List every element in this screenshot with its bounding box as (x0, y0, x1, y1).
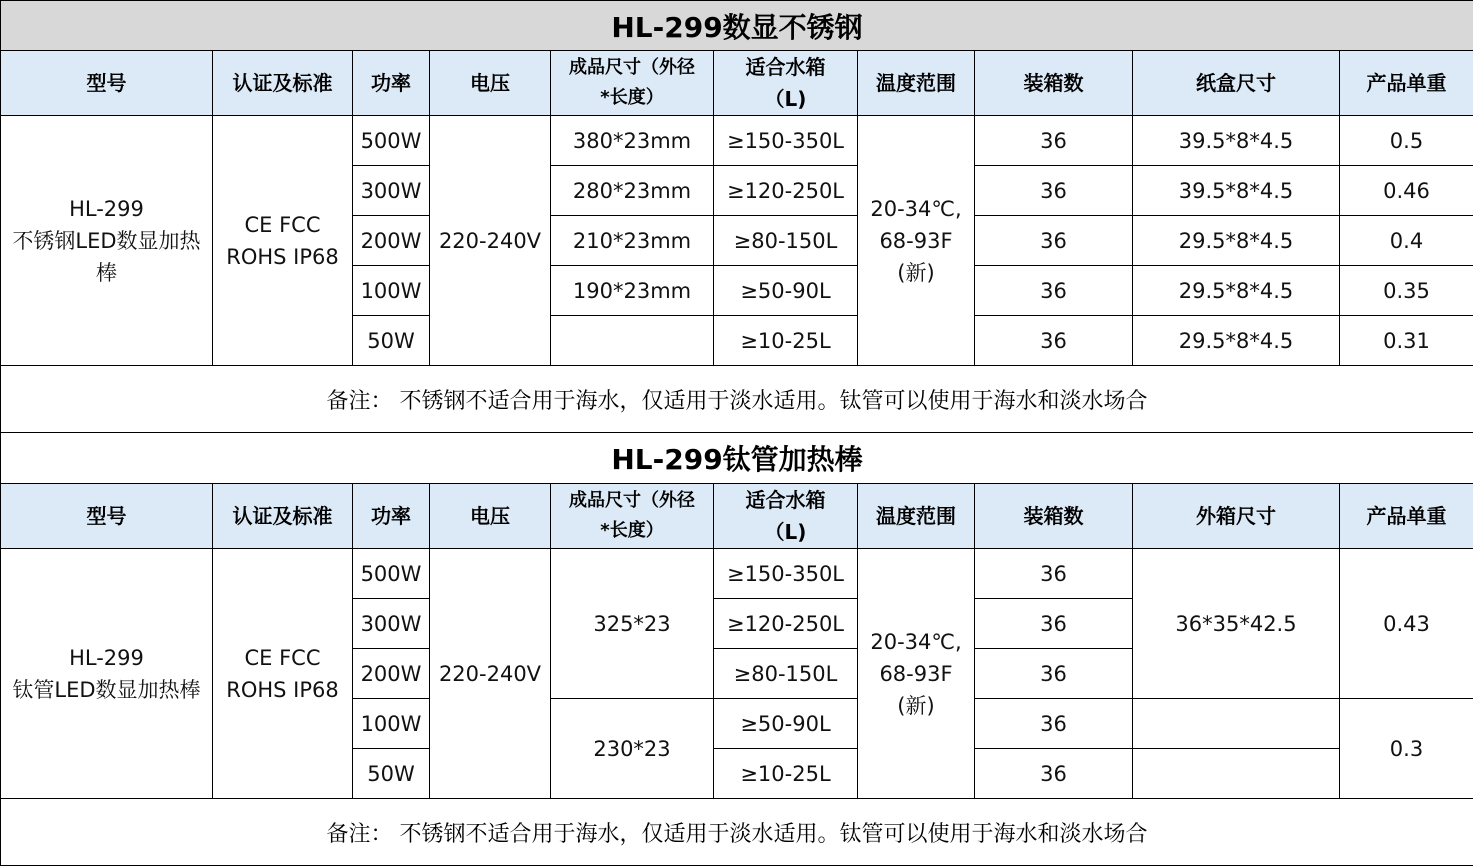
box-cell: 29.5*8*4.5 (1133, 266, 1340, 316)
voltage-cell: 220-240V (430, 116, 551, 366)
tank-cell: ≥10-25L (714, 316, 858, 366)
qty-cell: 36 (975, 699, 1133, 749)
model-cell: HL-299 钛管LED数显加热棒 (1, 549, 213, 799)
size-cell: 280*23mm (551, 166, 714, 216)
size-cell: 210*23mm (551, 216, 714, 266)
header-voltage: 电压 (430, 51, 551, 116)
power-cell: 200W (353, 216, 430, 266)
header-tank: 适合水箱（L) (714, 484, 858, 549)
header-cert: 认证及标准 (213, 484, 353, 549)
power-cell: 300W (353, 166, 430, 216)
header-voltage: 电压 (430, 484, 551, 549)
power-cell: 500W (353, 549, 430, 599)
header-box: 纸盒尺寸 (1133, 51, 1340, 116)
tank-cell: ≥50-90L (714, 266, 858, 316)
table2-title: HL-299钛管加热棒 (1, 433, 1473, 484)
weight-cell: 0.5 (1340, 116, 1473, 166)
size-cell: 190*23mm (551, 266, 714, 316)
header-tank: 适合水箱（L) (714, 51, 858, 116)
table1-note: 备注： 不锈钢不适合用于海水，仅适用于淡水适用。钛管可以使用于海水和淡水场合 (1, 366, 1473, 433)
tank-cell: ≥150-350L (714, 549, 858, 599)
header-model: 型号 (1, 484, 213, 549)
qty-cell: 36 (975, 266, 1133, 316)
tank-cell: ≥120-250L (714, 599, 858, 649)
size-cell (551, 316, 714, 366)
temp-cell: 20-34℃, 68-93F (新) (858, 549, 975, 799)
cert-cell: CE FCC ROHS IP68 (213, 116, 353, 366)
header-temp: 温度范围 (858, 484, 975, 549)
outer-box-cell-empty (1133, 699, 1340, 749)
model-cell: HL-299 不锈钢LED数显加热棒 (1, 116, 213, 366)
size-cell: 380*23mm (551, 116, 714, 166)
size-cell: 325*23 (551, 549, 714, 699)
box-cell: 29.5*8*4.5 (1133, 216, 1340, 266)
header-temp: 温度范围 (858, 51, 975, 116)
header-weight: 产品单重 (1340, 51, 1473, 116)
qty-cell: 36 (975, 599, 1133, 649)
outer-box-cell-empty (1133, 749, 1340, 799)
header-power: 功率 (353, 51, 430, 116)
header-size: 成品尺寸（外径*长度） (551, 484, 714, 549)
header-box: 外箱尺寸 (1133, 484, 1340, 549)
power-cell: 100W (353, 699, 430, 749)
box-cell: 39.5*8*4.5 (1133, 166, 1340, 216)
qty-cell: 36 (975, 166, 1133, 216)
weight-cell: 0.43 (1340, 549, 1473, 699)
header-qty: 装箱数 (975, 51, 1133, 116)
qty-cell: 36 (975, 216, 1133, 266)
power-cell: 300W (353, 599, 430, 649)
header-model: 型号 (1, 51, 213, 116)
voltage-cell: 220-240V (430, 549, 551, 799)
box-cell: 39.5*8*4.5 (1133, 116, 1340, 166)
cert-cell: CE FCC ROHS IP68 (213, 549, 353, 799)
weight-cell: 0.35 (1340, 266, 1473, 316)
tank-cell: ≥50-90L (714, 699, 858, 749)
header-cert: 认证及标准 (213, 51, 353, 116)
tank-cell: ≥120-250L (714, 166, 858, 216)
weight-cell: 0.46 (1340, 166, 1473, 216)
tank-cell: ≥150-350L (714, 116, 858, 166)
qty-cell: 36 (975, 649, 1133, 699)
table1-title: HL-299数显不锈钢 (1, 1, 1473, 51)
power-cell: 200W (353, 649, 430, 699)
tank-cell: ≥80-150L (714, 216, 858, 266)
header-power: 功率 (353, 484, 430, 549)
qty-cell: 36 (975, 116, 1133, 166)
temp-cell: 20-34℃, 68-93F (新) (858, 116, 975, 366)
box-cell: 29.5*8*4.5 (1133, 316, 1340, 366)
size-cell: 230*23 (551, 699, 714, 799)
header-weight: 产品单重 (1340, 484, 1473, 549)
power-cell: 500W (353, 116, 430, 166)
qty-cell: 36 (975, 549, 1133, 599)
header-qty: 装箱数 (975, 484, 1133, 549)
weight-cell: 0.4 (1340, 216, 1473, 266)
power-cell: 100W (353, 266, 430, 316)
tank-cell: ≥80-150L (714, 649, 858, 699)
table2-note: 备注： 不锈钢不适合用于海水，仅适用于淡水适用。钛管可以使用于海水和淡水场合 (1, 799, 1473, 866)
qty-cell: 36 (975, 749, 1133, 799)
power-cell: 50W (353, 316, 430, 366)
outer-box-cell: 36*35*42.5 (1133, 549, 1340, 699)
qty-cell: 36 (975, 316, 1133, 366)
tank-cell: ≥10-25L (714, 749, 858, 799)
weight-cell: 0.31 (1340, 316, 1473, 366)
power-cell: 50W (353, 749, 430, 799)
weight-cell: 0.3 (1340, 699, 1473, 799)
header-size: 成品尺寸（外径*长度） (551, 51, 714, 116)
